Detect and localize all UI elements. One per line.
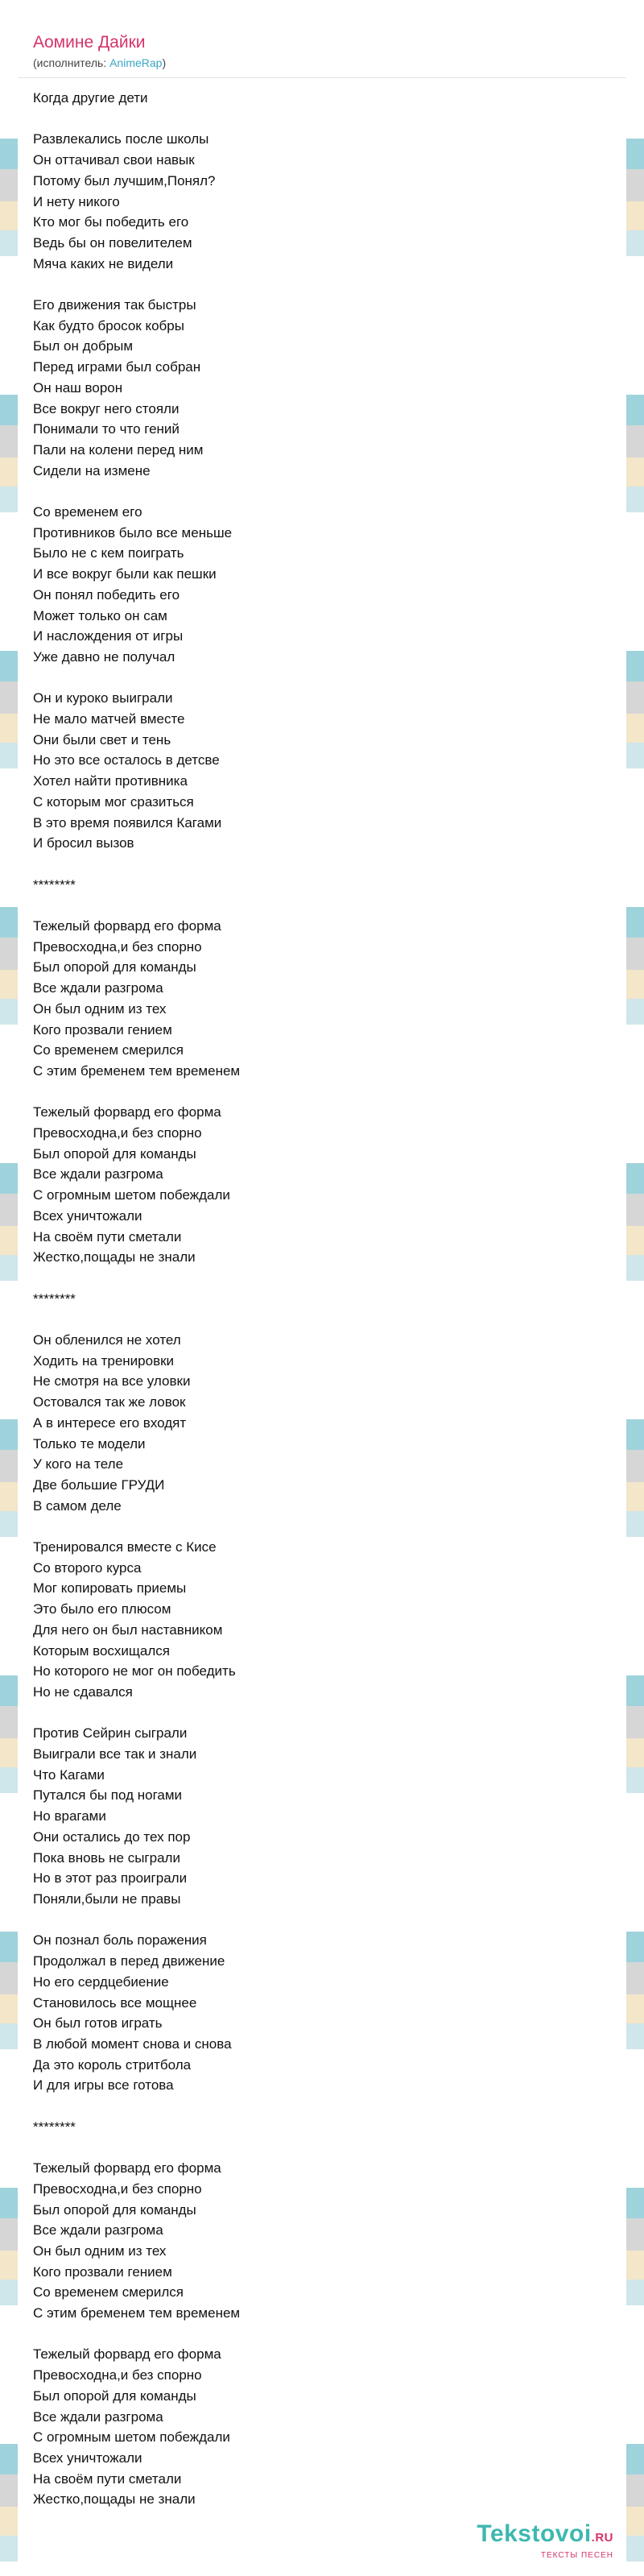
lyric-line: Только те модели [33, 1435, 146, 1452]
lyric-line: Продолжал в перед движение [33, 1953, 225, 1969]
lyric-line: Может только он сам [33, 607, 167, 623]
lyric-line: Со временем смерился [33, 2284, 184, 2301]
lyric-line: Но которого не мог он победить [33, 1663, 236, 1679]
lyric-line: Пали на колени перед ним [33, 441, 204, 458]
lyric-line: Хотел найти противника [33, 773, 188, 789]
lyric-line: Противников было все меньше [33, 524, 233, 540]
lyric-line: Тежелый форвард его форма [33, 918, 221, 934]
lyric-line: Он был одним из тех [33, 2243, 167, 2259]
lyric-line: Ходить на тренировки [33, 1352, 175, 1369]
lyric-line: Жестко,пощады не знали [33, 1249, 196, 1265]
lyric-line: ******** [33, 876, 76, 892]
site-logo[interactable] [477, 2521, 613, 2560]
lyric-line: Как будто бросок кобры [33, 317, 184, 333]
lyric-line: И бросил вызов [33, 835, 134, 851]
lyric-line: Кого прозвали гением [33, 2263, 172, 2280]
lyric-line: Но это все осталось в детсве [33, 752, 220, 768]
lyric-line: Не смотря на все уловки [33, 1373, 191, 1389]
lyric-line: Он был одним из тех [33, 1000, 167, 1017]
lyric-line: Которым восхищался [33, 1642, 170, 1659]
lyric-line [33, 2137, 626, 2158]
lyric-line: Не мало матчей вместе [33, 711, 185, 727]
lyric-line: Мяча каких не видели [33, 255, 174, 271]
lyric-line: Перед играми был собран [33, 359, 201, 375]
lyric-line: Пока вновь не сыграли [33, 1849, 180, 1866]
lyric-line [33, 1309, 626, 1330]
lyric-line: Две большие ГРУДИ [33, 1476, 165, 1493]
lyric-line: Был опорой для команды [33, 959, 196, 975]
lyric-line [33, 854, 626, 875]
lyric-line: И все вокруг были как пешки [33, 566, 217, 582]
lyric-line: Тежелый форвард его форма [33, 1104, 221, 1120]
lyric-line: Он и куроко выиграли [33, 690, 173, 706]
lyric-line: Но его сердцебиение [33, 1973, 169, 1990]
lyric-line: Было не с кем поиграть [33, 545, 184, 561]
lyric-line: В это время появился Кагами [33, 814, 222, 830]
lyric-line: У кого на теле [33, 1456, 124, 1472]
lyric-line [33, 668, 626, 689]
lyric-line: Всех уничтожали [33, 2450, 142, 2466]
lyric-line: В любой момент снова и снова [33, 2036, 232, 2052]
lyric-line: Со второго курса [33, 1559, 142, 1576]
lyric-line [33, 1910, 626, 1931]
lyric-line [33, 1516, 626, 1537]
lyric-line: Когда другие дети [33, 90, 148, 106]
lyric-line: Превосходна,и без спорно [33, 2367, 202, 2383]
lyric-line: Но не сдавался [33, 1684, 133, 1700]
lyric-line: Остовался так же ловок [33, 1394, 186, 1410]
lyrics-card [18, 0, 626, 2576]
lyric-line [33, 895, 626, 916]
lyric-line: С этим бременем тем временем [33, 1062, 241, 1079]
lyric-line: Он обленился не хотел [33, 1332, 181, 1348]
lyric-line: Выиграли все так и знали [33, 1746, 197, 1762]
lyric-line: Это было его плюсом [33, 1601, 171, 1617]
lyric-line: Все ждали разгрома [33, 980, 163, 996]
lyric-line: Путался бы под ногами [33, 1787, 183, 1804]
lyric-line [33, 109, 626, 130]
left-decorative-stripes [0, 0, 18, 2576]
lyric-line: С огромным шетом побеждали [33, 2429, 230, 2446]
lyric-line: Да это король стритбола [33, 2056, 192, 2073]
performer-prefix: (исполнитель: [33, 56, 110, 69]
lyric-line: С которым мог сразиться [33, 793, 194, 810]
lyric-line: Потому был лучшим,Понял? [33, 172, 216, 188]
lyric-line: Развлекались после школы [33, 131, 209, 147]
lyric-line: ******** [33, 2118, 76, 2135]
lyric-line: Он был готов играть [33, 2015, 163, 2031]
performer-line [33, 55, 626, 71]
performer-suffix: ) [162, 56, 167, 69]
lyric-line: И нету никого [33, 193, 120, 209]
lyric-line: Поняли,были не правы [33, 1891, 181, 1907]
lyric-line: Превосходна,и без спорно [33, 938, 202, 955]
lyric-line: Всех уничтожали [33, 1207, 142, 1224]
lyric-line: Тежелый форвард его форма [33, 2346, 221, 2363]
song-header [18, 0, 626, 71]
lyric-line: Его движения так быстры [33, 297, 196, 313]
lyric-line: Все вокруг него стояли [33, 400, 180, 416]
right-decorative-stripes [626, 0, 644, 2576]
artist-link[interactable]: AnimeRap [109, 56, 163, 69]
lyric-line: И для игры все готова [33, 2077, 174, 2094]
lyric-line: Они остались до тех пор [33, 1828, 191, 1845]
lyric-line: И наслождения от игры [33, 628, 184, 644]
lyric-line: Но в этот раз проиграли [33, 1870, 188, 1886]
lyric-line: Понимали то что гений [33, 421, 180, 437]
lyric-line: Они были свет и тень [33, 731, 171, 748]
logo-tld: .RU [591, 2531, 613, 2545]
lyrics-text [18, 78, 626, 2510]
lyric-line [33, 1082, 626, 1103]
lyric-line [33, 274, 626, 295]
lyric-line [33, 2324, 626, 2345]
lyric-line: Все ждали разгрома [33, 2408, 163, 2425]
lyric-line [33, 2096, 626, 2117]
lyric-line: Все ждали разгрома [33, 1166, 163, 1182]
lyric-line: Превосходна,и без спорно [33, 2180, 202, 2197]
lyric-line: Уже давно не получал [33, 648, 175, 665]
lyric-line: Был опорой для команды [33, 1145, 196, 1162]
lyric-line: В самом деле [33, 1497, 122, 1514]
lyric-line: С огромным шетом побеждали [33, 1187, 230, 1203]
logo-tagline: ТЕКСТЫ ПЕСЕН [540, 2551, 613, 2560]
lyric-line: Что Кагами [33, 1766, 105, 1783]
logo-name: Tekstovoi [477, 2520, 592, 2547]
lyric-line: Тежелый форвард его форма [33, 2160, 221, 2176]
lyric-line: Все ждали разгрома [33, 2222, 163, 2238]
lyric-line: Он понял победить его [33, 586, 180, 603]
lyric-line: Он оттачивал свои навык [33, 152, 195, 168]
lyric-line: ******** [33, 1290, 76, 1307]
lyric-line: Был он добрым [33, 338, 134, 354]
lyric-line [33, 481, 626, 502]
lyric-line: Со временем смерился [33, 1042, 184, 1058]
logo-wordmark [477, 2521, 613, 2551]
lyric-line: Был опорой для команды [33, 2201, 196, 2218]
lyric-line [33, 1703, 626, 1724]
lyric-line: Он наш ворон [33, 379, 123, 396]
lyric-line: Но врагами [33, 1808, 106, 1824]
lyric-line: Тренировался вместе с Кисе [33, 1539, 217, 1555]
lyric-line: Жестко,пощады не знали [33, 2491, 196, 2508]
lyric-line: Сидели на измене [33, 462, 151, 478]
lyric-line: На своём пути сметали [33, 2470, 182, 2487]
lyric-line: Превосходна,и без спорно [33, 1125, 202, 1141]
lyric-line: Ведь бы он повелителем [33, 234, 192, 251]
lyric-line: Для него он был наставником [33, 1621, 223, 1638]
lyric-line [33, 1268, 626, 1289]
lyric-line: Кого прозвали гением [33, 1021, 172, 1037]
lyric-line: Со временем его [33, 504, 142, 520]
lyric-line: С этим бременем тем временем [33, 2305, 241, 2321]
lyric-line: Против Сейрин сыграли [33, 1725, 188, 1741]
lyric-line: Кто мог бы победить его [33, 214, 189, 230]
lyric-line: Был опорой для команды [33, 2388, 196, 2404]
lyric-line: Он познал боль поражения [33, 1932, 207, 1949]
lyric-line: На своём пути сметали [33, 1228, 182, 1245]
lyric-line: А в интересе его входят [33, 1414, 187, 1431]
lyric-line: Мог копировать приемы [33, 1580, 187, 1597]
lyric-line: Становилось все мощнее [33, 1994, 197, 2011]
song-title: Аомине Дайки [33, 33, 146, 52]
